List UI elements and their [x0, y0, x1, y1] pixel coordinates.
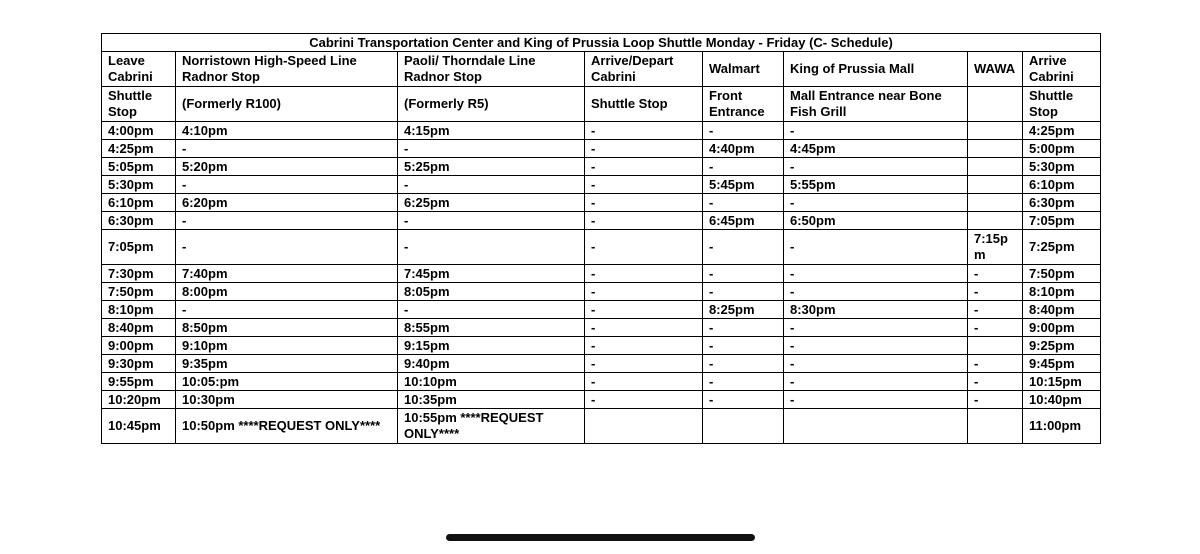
header-cell: Arrive Cabrini [1023, 52, 1101, 87]
table-cell: - [398, 301, 585, 319]
table-cell: 4:25pm [1023, 122, 1101, 140]
table-cell: 6:20pm [176, 194, 398, 212]
table-cell: 10:45pm [102, 409, 176, 444]
header-cell: (Formerly R100) [176, 87, 398, 122]
table-row [102, 337, 1101, 355]
table-cell: - [968, 355, 1023, 373]
table-cell: - [784, 319, 968, 337]
header-cell: Arrive/Depart Cabrini [585, 52, 703, 87]
table-cell: 9:25pm [1023, 337, 1101, 355]
table-cell: 6:10pm [102, 194, 176, 212]
table-cell: - [784, 158, 968, 176]
header-cell: Norristown High-Speed Line Radnor Stop [176, 52, 398, 87]
table-cell: - [398, 140, 585, 158]
table-cell: - [703, 158, 784, 176]
table-cell: - [398, 212, 585, 230]
table-cell: 8:05pm [398, 283, 585, 301]
table-cell: - [784, 194, 968, 212]
table-cell: - [585, 140, 703, 158]
header-row-details [102, 87, 1101, 122]
table-cell: - [784, 337, 968, 355]
table-cell: 9:15pm [398, 337, 585, 355]
table-cell: 7:15p m [968, 230, 1023, 265]
table-cell: 9:00pm [1023, 319, 1101, 337]
header-cell [968, 87, 1023, 122]
table-cell: 11:00pm [1023, 409, 1101, 444]
table-cell: - [703, 391, 784, 409]
table-cell: 4:45pm [784, 140, 968, 158]
schedule-title: Cabrini Transportation Center and King of Prussia Loop Shuttle Monday - Friday (C- Schedule) [102, 34, 1101, 52]
table-row [102, 158, 1101, 176]
table-cell [968, 337, 1023, 355]
table-cell: 8:55pm [398, 319, 585, 337]
table-cell: - [398, 176, 585, 194]
table-cell: 8:40pm [1023, 301, 1101, 319]
table-cell [968, 122, 1023, 140]
table-cell: 5:30pm [1023, 158, 1101, 176]
table-cell: - [398, 230, 585, 265]
table-cell: 10:50pm ****REQUEST ONLY**** [176, 409, 398, 444]
table-cell: 7:30pm [102, 265, 176, 283]
table-cell: 9:10pm [176, 337, 398, 355]
table-cell: 6:45pm [703, 212, 784, 230]
table-cell: 10:55pm ****REQUEST ONLY**** [398, 409, 585, 444]
table-cell: 9:35pm [176, 355, 398, 373]
table-cell: - [585, 265, 703, 283]
table-cell: - [703, 265, 784, 283]
table-cell: 10:30pm [176, 391, 398, 409]
table-cell: 10:05:pm [176, 373, 398, 391]
table-cell [585, 409, 703, 444]
table-row [102, 355, 1101, 373]
table-cell: - [176, 230, 398, 265]
header-cell: Front Entrance [703, 87, 784, 122]
table-cell: 4:15pm [398, 122, 585, 140]
table-cell: - [176, 176, 398, 194]
header-cell: Shuttle Stop [585, 87, 703, 122]
table-row [102, 194, 1101, 212]
table-cell: - [968, 301, 1023, 319]
table-cell: - [784, 283, 968, 301]
table-cell: - [703, 194, 784, 212]
table-cell: 10:40pm [1023, 391, 1101, 409]
table-cell: 8:30pm [784, 301, 968, 319]
schedule-body [102, 52, 1101, 444]
table-row [102, 301, 1101, 319]
table-cell: - [784, 373, 968, 391]
header-cell: Paoli/ Thorndale Line Radnor Stop [398, 52, 585, 87]
table-cell: - [784, 230, 968, 265]
table-cell: 7:50pm [102, 283, 176, 301]
table-cell: 8:10pm [1023, 283, 1101, 301]
table-cell: 7:50pm [1023, 265, 1101, 283]
table-cell: - [784, 265, 968, 283]
table-cell: - [784, 355, 968, 373]
table-cell: - [585, 230, 703, 265]
table-cell: - [703, 373, 784, 391]
table-cell: - [585, 391, 703, 409]
table-cell: 5:25pm [398, 158, 585, 176]
table-cell: 4:00pm [102, 122, 176, 140]
table-cell: 8:40pm [102, 319, 176, 337]
table-row [102, 230, 1101, 265]
table-cell: - [968, 319, 1023, 337]
table-cell: 4:25pm [102, 140, 176, 158]
table-cell: - [585, 176, 703, 194]
table-cell: 6:30pm [1023, 194, 1101, 212]
table-cell: - [784, 391, 968, 409]
table-row [102, 176, 1101, 194]
table-cell: - [703, 319, 784, 337]
table-cell: - [585, 337, 703, 355]
table-cell: - [968, 265, 1023, 283]
table-cell: - [176, 301, 398, 319]
table-cell: 10:15pm [1023, 373, 1101, 391]
table-cell: - [585, 194, 703, 212]
table-cell: 6:50pm [784, 212, 968, 230]
table-cell: 5:05pm [102, 158, 176, 176]
table-cell [968, 212, 1023, 230]
table-cell: - [703, 122, 784, 140]
table-cell: 6:10pm [1023, 176, 1101, 194]
table-row [102, 212, 1101, 230]
table-row [102, 319, 1101, 337]
table-cell: 8:10pm [102, 301, 176, 319]
header-cell: Mall Entrance near Bone Fish Grill [784, 87, 968, 122]
table-cell: 9:55pm [102, 373, 176, 391]
header-cell: Shuttle Stop [1023, 87, 1101, 122]
table-row [102, 391, 1101, 409]
table-cell: 5:20pm [176, 158, 398, 176]
table-cell: - [585, 355, 703, 373]
table-cell [968, 194, 1023, 212]
table-cell: - [703, 230, 784, 265]
table-cell: - [585, 283, 703, 301]
table-cell: 7:05pm [102, 230, 176, 265]
table-cell: - [585, 373, 703, 391]
table-cell: 7:05pm [1023, 212, 1101, 230]
table-cell: 9:40pm [398, 355, 585, 373]
table-cell: - [176, 212, 398, 230]
table-cell: 5:45pm [703, 176, 784, 194]
table-cell: 7:25pm [1023, 230, 1101, 265]
header-cell: King of Prussia Mall [784, 52, 968, 87]
table-cell: - [968, 391, 1023, 409]
table-cell [784, 409, 968, 444]
header-cell: (Formerly R5) [398, 87, 585, 122]
table-cell: 10:20pm [102, 391, 176, 409]
table-cell: - [585, 158, 703, 176]
table-cell: 6:25pm [398, 194, 585, 212]
table-cell: 5:30pm [102, 176, 176, 194]
table-cell: - [585, 319, 703, 337]
table-cell: 9:00pm [102, 337, 176, 355]
table-cell [703, 409, 784, 444]
table-cell [968, 158, 1023, 176]
table-cell: - [784, 122, 968, 140]
table-cell: - [176, 140, 398, 158]
table-cell: 7:40pm [176, 265, 398, 283]
table-cell [968, 140, 1023, 158]
table-cell: 10:10pm [398, 373, 585, 391]
header-cell: Walmart [703, 52, 784, 87]
table-cell: 5:55pm [784, 176, 968, 194]
table-cell: - [703, 283, 784, 301]
table-row [102, 265, 1101, 283]
table-cell: 7:45pm [398, 265, 585, 283]
table-cell: 4:40pm [703, 140, 784, 158]
table-row [102, 122, 1101, 140]
shuttle-schedule-table [101, 33, 1101, 444]
header-cell: WAWA [968, 52, 1023, 87]
table-cell: 4:10pm [176, 122, 398, 140]
table-cell: 8:50pm [176, 319, 398, 337]
table-cell: - [968, 373, 1023, 391]
table-cell [968, 409, 1023, 444]
table-cell: - [968, 283, 1023, 301]
table-cell: 6:30pm [102, 212, 176, 230]
table-cell [968, 176, 1023, 194]
header-row-stops [102, 52, 1101, 87]
table-cell: - [703, 337, 784, 355]
table-cell: 9:30pm [102, 355, 176, 373]
table-cell: - [703, 355, 784, 373]
table-cell: - [585, 212, 703, 230]
table-cell: 10:35pm [398, 391, 585, 409]
table-row [102, 283, 1101, 301]
table-cell: 5:00pm [1023, 140, 1101, 158]
table-row [102, 140, 1101, 158]
table-cell: 9:45pm [1023, 355, 1101, 373]
header-cell: Leave Cabrini [102, 52, 176, 87]
table-row [102, 373, 1101, 391]
table-cell: - [585, 301, 703, 319]
table-row [102, 409, 1101, 444]
table-cell: - [585, 122, 703, 140]
header-cell: Shuttle Stop [102, 87, 176, 122]
table-cell: 8:25pm [703, 301, 784, 319]
table-cell: 8:00pm [176, 283, 398, 301]
home-indicator[interactable] [446, 534, 755, 541]
